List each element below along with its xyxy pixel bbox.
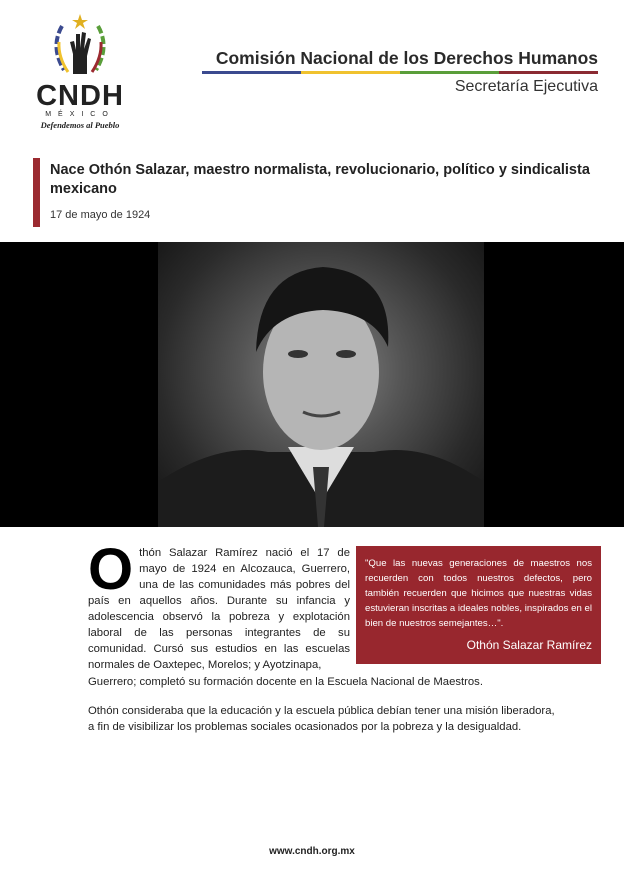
logo-country: MÉXICO bbox=[45, 111, 115, 118]
article-paragraph-1 bbox=[88, 537, 350, 673]
quote-text: "Que las nuevas generaciones de maestros nos recuerden con todos nuestros defectos, pero también recuerden que hicimos que nuestras vidas estuvieran inscritas a ideales nobles, inspirados en el bien de nuestros semejantes…". bbox=[365, 558, 592, 629]
department-name: Secretaría Ejecutiva bbox=[454, 78, 598, 95]
article-date: 17 de mayo de 1924 bbox=[50, 209, 151, 221]
quote-author: Othón Salazar Ramírez bbox=[466, 638, 592, 652]
logo-name: CNDH bbox=[36, 80, 124, 112]
article-title: Nace Othón Salazar, maestro normalista, revolucionario, político y sindicalista mexicano bbox=[50, 162, 590, 197]
bar-green bbox=[400, 71, 499, 74]
color-bars bbox=[202, 71, 598, 74]
bar-yellow bbox=[301, 71, 400, 74]
footer-url[interactable]: www.cndh.org.mx bbox=[269, 846, 355, 857]
bar-red bbox=[499, 71, 598, 74]
paragraph-1-text: thón Salazar Ramírez nació el 17 de mayo de 1924 en Alcozauca, Guerrero, una de las comunidades más pobres del país en aquellos años. Durante su infancia y adolescencia observó la pobreza y explotación laboral de las personas integrantes de su comunidad. Cursó sus estudios en las escuelas normales de Oaxtepec, Morelos; y Ayotzinapa, bbox=[88, 547, 350, 671]
cndh-logo bbox=[28, 12, 132, 140]
logo-motto: Defendemos al Pueblo bbox=[40, 120, 120, 130]
portrait-photo bbox=[158, 242, 484, 527]
article-paragraph-2: Othón consideraba que la educación y la escuela pública debían tener una misión liberadora, a fin de visibilizar los problemas sociales ocasionados por la pobreza y la desigualdad. bbox=[88, 705, 555, 733]
article-paragraph-1-end: Guerrero; completó su formación docente en la Escuela Nacional de Maestros. bbox=[88, 676, 483, 688]
raised-hand-emblem-icon bbox=[40, 12, 120, 82]
drop-cap: O bbox=[88, 537, 134, 602]
quote-box bbox=[356, 546, 601, 664]
title-accent-bar bbox=[33, 158, 40, 227]
organization-name: Comisión Nacional de los Derechos Humanos bbox=[215, 48, 598, 68]
bar-blue bbox=[202, 71, 301, 74]
